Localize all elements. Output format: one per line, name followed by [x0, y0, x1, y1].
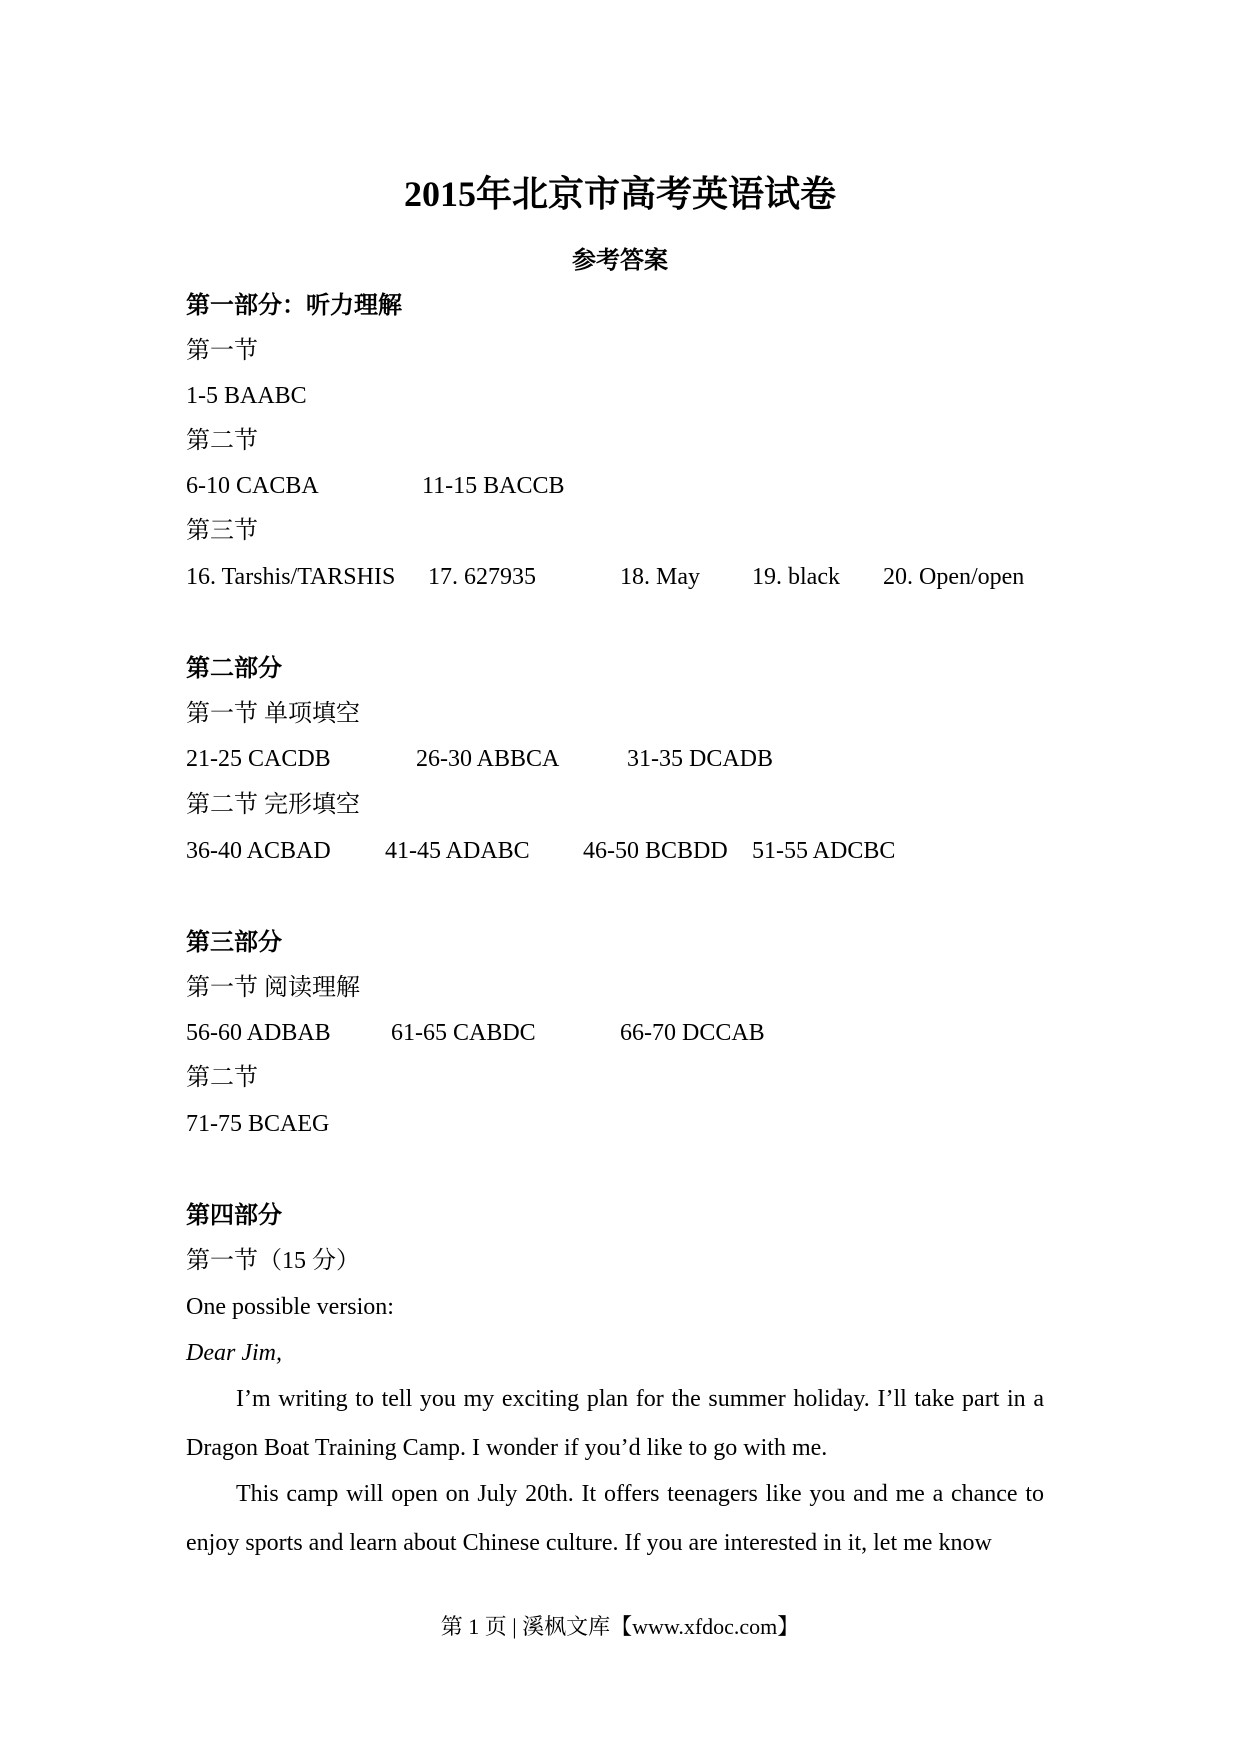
- part1-sec1-label: 第一节: [186, 338, 258, 364]
- answer-group: 31-35 DCADB: [627, 746, 774, 772]
- part2-heading: 第二部分: [186, 656, 282, 682]
- letter-greeting: Dear Jim,: [186, 1340, 282, 1366]
- answer-group: 36-40 ACBAD: [186, 838, 331, 864]
- document-title: 2015年北京市高考英语试卷: [403, 174, 836, 214]
- part4-heading: 第四部分: [186, 1203, 282, 1229]
- answer-item: 19. black: [752, 564, 840, 590]
- part3-heading: 第三部分: [186, 930, 282, 956]
- answer-group: 56-60 ADBAB: [186, 1020, 331, 1046]
- letter-paragraph: This camp will open on July 20th. It offers teenagers like you and me a chance to enjoy sports and learn about Chinese culture. If you are interested in it, let me know: [186, 1481, 1044, 1556]
- page-footer: 第 1 页 | 溪枫文库【www.xfdoc.com】: [440, 1614, 800, 1639]
- answer-group: 41-45 ADABC: [385, 838, 530, 864]
- part1-sec3-label: 第三节: [186, 518, 258, 544]
- answer-group: 71-75 BCAEG: [186, 1111, 330, 1137]
- part3-sec2-label: 第二节: [186, 1065, 258, 1091]
- answer-group: 51-55 ADCBC: [752, 838, 896, 864]
- part3-sec1-label: 第一节 阅读理解: [186, 975, 360, 1001]
- answer-item: 17. 627935: [428, 564, 536, 590]
- part1-sec2-label: 第二节: [186, 428, 258, 454]
- answer-item: 18. May: [620, 564, 700, 590]
- answer-group: 11-15 BACCB: [422, 473, 565, 499]
- answer-group: 6-10 CACBA: [186, 473, 319, 499]
- part4-sec1-label: 第一节（15 分）: [186, 1248, 360, 1274]
- letter-paragraph: I’m writing to tell you my exciting plan for the summer holiday. I’ll take part in a Dragon Boat Training Camp. I wonder if you’d like to go with me.: [186, 1386, 1044, 1461]
- answer-group: 21-25 CACDB: [186, 746, 331, 772]
- part1-heading: 第一部分：听力理解: [186, 293, 402, 319]
- answer-group: 61-65 CABDC: [391, 1020, 536, 1046]
- answer-item: 16. Tarshis/TARSHIS: [186, 564, 396, 590]
- part2-sec1-label: 第一节 单项填空: [186, 701, 360, 727]
- part2-sec2-label: 第二节 完形填空: [186, 792, 360, 818]
- document-subtitle: 参考答案: [572, 248, 668, 274]
- answer-group: 46-50 BCBDD: [583, 838, 728, 864]
- version-label: One possible version:: [186, 1294, 394, 1320]
- answer-group: 26-30 ABBCA: [416, 746, 560, 772]
- answer-item: 20. Open/open: [883, 564, 1025, 590]
- answer-group: 1-5 BAABC: [186, 383, 307, 409]
- answer-group: 66-70 DCCAB: [620, 1020, 765, 1046]
